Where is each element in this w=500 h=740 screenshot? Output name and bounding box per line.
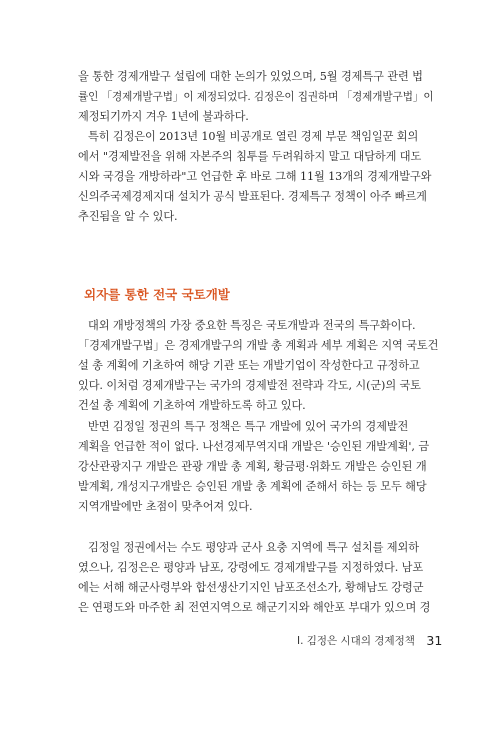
text-line: 에는 서해 해군사령부와 합선생산기지인 남포조선소가, 황해남도 강령군 bbox=[78, 581, 424, 594]
text-line: 설 총 계획에 기초하여 해당 기관 또는 개발기업이 작성한다고 규정하고 bbox=[78, 359, 420, 372]
text-line: 였으나, 김정은은 평양과 남포, 강령에도 경제개발구를 지정하였다. 남포 bbox=[78, 561, 424, 574]
text-line: 은 연평도와 마주한 최 전연지역으로 해군기지와 해안포 부대가 있으며 경 bbox=[78, 601, 431, 614]
text-line: 「경제개발구법」은 경제개발구의 개발 총 계획과 세부 계획은 지역 국토건 bbox=[78, 339, 438, 352]
section-heading: 외자를 통한 전국 국토개발 bbox=[84, 287, 230, 302]
body-paragraph-4 bbox=[78, 417, 438, 517]
text-line: 제정되기까지 겨우 1년에 불과하다. bbox=[78, 110, 249, 123]
text-line: 률인 「경제개발구법」이 제정되었다. 김정은이 집권하며 「경제개발구법」이 bbox=[78, 91, 434, 103]
page-footer bbox=[297, 633, 442, 648]
text-line: 추진됨을 알 수 있다. bbox=[78, 210, 178, 223]
text-line: 특히 김정은이 2013년 10월 비공개로 열린 경제 부문 책임일꾼 회의 bbox=[88, 130, 419, 143]
body-paragraph-1 bbox=[78, 67, 438, 127]
text-line: 김정일 정권에서는 수도 평양과 군사 요충 지역에 특구 설치를 제외하 bbox=[88, 541, 419, 554]
text-line: 지역개발에만 초점이 맞추어져 있다. bbox=[78, 500, 253, 513]
text-line: 시와 국경을 개방하라"고 언급한 후 바로 그해 11월 13개의 경제개발구와 bbox=[78, 170, 432, 183]
body-paragraph-5 bbox=[78, 538, 438, 618]
text-line: 발계획, 개성지구개발은 승인된 개발 총 계획에 준해서 하는 등 모두 해당 bbox=[78, 480, 427, 493]
text-line: 강산관광지구 개발은 관광 개발 총 계획, 황금평·위화도 개발은 승인된 개 bbox=[78, 460, 427, 473]
text-line: 있다. 이처럼 경제개발구는 국가의 경제발전 전략과 각도, 시(군)의 국토 bbox=[78, 379, 421, 392]
text-line: 계획을 언급한 적이 없다. 나선경제무역지대 개발은 '승인된 개발계획', 금 bbox=[78, 440, 430, 453]
text-line: 반면 김정일 정권의 특구 정책은 특구 개발에 있어 국가의 경제발전 bbox=[88, 420, 409, 433]
running-chapter-title: Ⅰ. 김정은 시대의 경제정책 bbox=[297, 635, 415, 647]
body-paragraph-3 bbox=[78, 316, 438, 416]
text-line: 에서 "경제발전을 위해 자본주의 침투를 두려워하지 말고 대담하게 대도 bbox=[78, 150, 422, 163]
body-paragraph-2 bbox=[78, 127, 438, 227]
text-line: 신의주국제경제지대 설치가 공식 발표된다. 경제특구 정책이 아주 빠르게 bbox=[78, 190, 427, 203]
page-number: 31 bbox=[426, 633, 443, 648]
text-line: 을 통한 경제개발구 설립에 대한 논의가 있었으며, 5월 경제특구 관련 법 bbox=[78, 70, 423, 83]
text-line: 대외 개방정책의 가장 중요한 특징은 국토개발과 전국의 특구화이다. bbox=[88, 319, 416, 332]
text-line: 건설 총 계획에 기초하여 개발하도록 하고 있다. bbox=[78, 399, 306, 412]
